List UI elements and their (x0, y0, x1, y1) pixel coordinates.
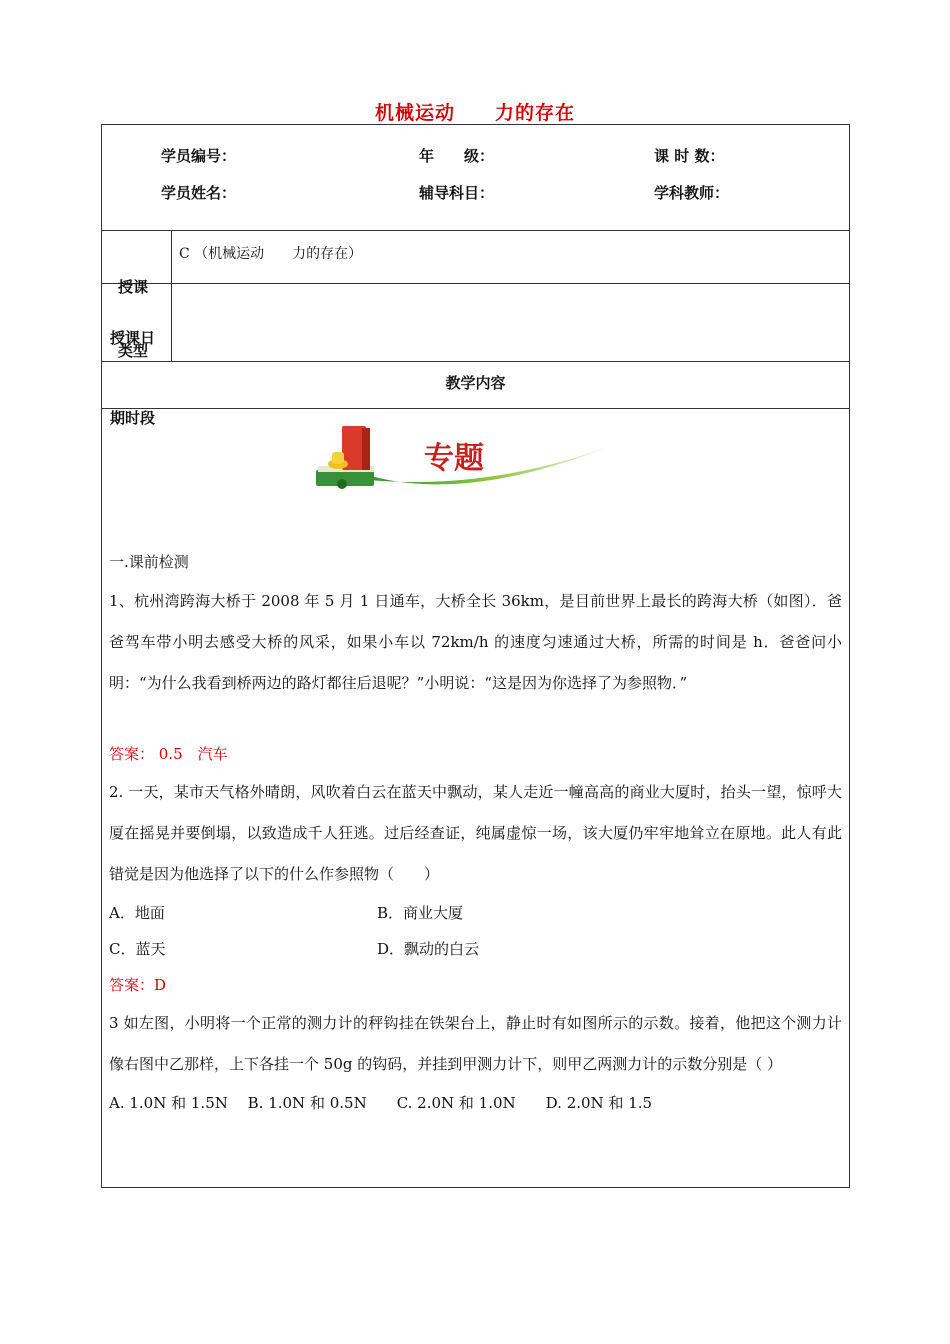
option-b: B．商业大厦 (377, 904, 464, 922)
book-icon (316, 426, 374, 489)
lesson-type-value: C （机械运动 力的存在） (179, 246, 363, 262)
lesson-type-label: 授课 类型 (118, 278, 149, 360)
table-divider (101, 408, 850, 409)
subject-label: 辅导科目： (419, 184, 495, 202)
table-divider (101, 361, 850, 362)
lesson-content (109, 544, 842, 1121)
topic-banner (312, 420, 630, 500)
question-2-options-row-2 (109, 931, 842, 967)
table-divider (101, 283, 850, 284)
green-swoosh (352, 438, 630, 484)
answer-1: 答案： 0.5 汽车 (109, 745, 228, 763)
teaching-content-heading: 教学内容 (445, 374, 506, 392)
student-id-label: 学员编号： (161, 147, 237, 165)
banner-title: 专题 (424, 441, 484, 476)
table-column-divider (171, 230, 172, 361)
grade-label: 年 级： (419, 147, 495, 165)
section-title: 一.课前检测 (109, 553, 189, 571)
answer-2: 答案：D (109, 976, 167, 994)
question-2-options-row-1 (109, 895, 842, 931)
lesson-date-label: 授课日 期时段 (110, 329, 156, 427)
option-d: D．飘动的白云 (377, 940, 480, 958)
option-a: A．地面 (109, 904, 165, 922)
question-1: 1、杭州湾跨海大桥于 2008 年 5 月 1 日通车，大桥全长 36km，是目前世界上最长的跨海大桥（如图）．爸爸驾车带小明去感受大桥的风采，如果小车以 72km/h 的速度匀速通过大桥，所需的时间是 h．爸爸问小明：“为什么我看到桥两边的路灯都往后退呢？”小明说：“这是因为你选择了为参照物．” (109, 592, 842, 692)
student-name-label: 学员姓名： (161, 184, 237, 202)
lesson-count-label: 课 时 数： (654, 147, 725, 165)
table-divider (101, 230, 850, 231)
question-3: 3 如左图，小明将一个正常的测力计的秤钩挂在铁架台上，静止时有如图所示的示数。接着，他把这个测力计像右图中乙那样，上下各挂一个 50g 的钩码，并挂到甲测力计下，则甲乙两测力计的示数分别是（ ） (109, 1014, 842, 1073)
option-c: C．蓝天 (109, 940, 166, 958)
teacher-label: 学科教师： (654, 184, 730, 202)
question-2: 2. 一天，某市天气格外晴朗，风吹着白云在蓝天中飘动，某人走近一幢高高的商业大厦时，抬头一望，惊呼大厦在摇晃并要倒塌，以致造成千人狂逃。过后经查证，纯属虚惊一场，该大厦仍牢牢地耸立在原地。此人有此错觉是因为他选择了以下的什么作参照物（ ） (109, 783, 842, 883)
document-title: 机械运动 力的存在 (374, 102, 575, 124)
question-3-options: A. 1.0N 和 1.5N B. 1.0N 和 0.5N C. 2.0N 和 1.0N D. 2.0N 和 1.5 (109, 1094, 653, 1112)
